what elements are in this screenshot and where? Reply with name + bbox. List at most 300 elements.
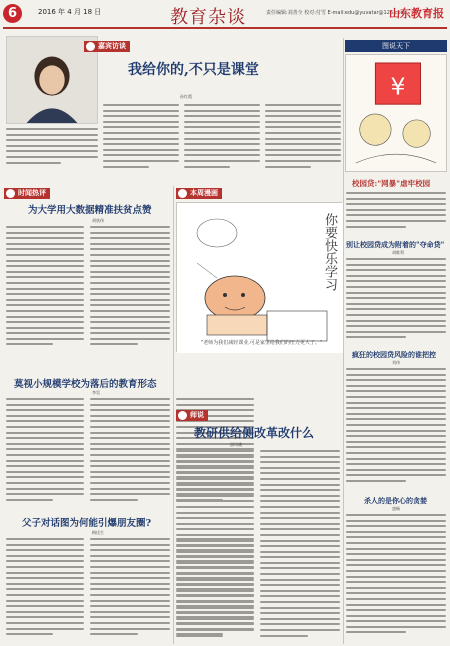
text-line [6, 583, 84, 585]
text-line [90, 248, 170, 250]
text-line [176, 528, 254, 530]
text-line [176, 443, 254, 445]
text-line [90, 288, 170, 290]
text-line [90, 488, 170, 490]
header-rule [3, 27, 447, 29]
text-line [90, 282, 170, 284]
text-line [90, 260, 170, 262]
text-line [346, 514, 446, 516]
text-line [346, 396, 446, 398]
text-line [6, 409, 84, 411]
text-line [176, 545, 254, 547]
text-line [6, 332, 84, 334]
text-line [260, 573, 340, 575]
text-line [6, 248, 84, 250]
text-line [90, 616, 170, 618]
article-3-headline: 父子对话图为何能引爆朋友圈? [22, 518, 152, 529]
text-line [6, 265, 84, 267]
text-line [6, 404, 84, 406]
text-line [265, 104, 341, 106]
text-line [265, 115, 341, 117]
column-divider [343, 38, 344, 644]
text-line [103, 126, 179, 128]
text-line [90, 622, 170, 624]
text-line [6, 460, 84, 462]
text-line [346, 314, 446, 316]
svg-text:¥: ¥ [390, 72, 406, 101]
text-line [90, 600, 170, 602]
text-line [184, 121, 260, 123]
text-line [6, 572, 84, 574]
text-line [265, 143, 341, 145]
sidebar-illustration [345, 54, 447, 172]
text-line [346, 446, 446, 448]
article-2-byline: 李昊 [92, 390, 100, 395]
text-line [90, 327, 170, 329]
text-line [90, 544, 170, 546]
text-line [90, 243, 170, 245]
text-line [176, 478, 254, 480]
text-line [176, 612, 254, 614]
column-title: 教育杂谈 [170, 7, 246, 28]
text-line [90, 254, 170, 256]
section-label-expert [84, 41, 130, 52]
page-number: 6 [3, 4, 22, 23]
text-line [90, 338, 170, 340]
text-line [176, 456, 254, 458]
text-line [184, 110, 260, 112]
text-line [90, 493, 170, 495]
text-line [176, 590, 254, 592]
text-line [265, 149, 341, 151]
text-line [346, 542, 446, 544]
text-line [6, 549, 84, 551]
sidebar-article-4-text [346, 514, 446, 642]
text-line [6, 633, 53, 635]
article-3-text-col-1 [6, 538, 84, 642]
text-line [6, 299, 84, 301]
article-3-text-col-2 [90, 538, 170, 642]
text-line [90, 310, 170, 312]
text-line [184, 132, 260, 134]
text-line [260, 601, 340, 603]
text-line [6, 622, 84, 624]
sidebar-article-1-headline: 校园贷:"网暴"虐牢校园 [352, 179, 431, 188]
text-line [260, 478, 340, 480]
text-line [260, 472, 340, 474]
text-line [103, 115, 179, 117]
cartoon-calligraphy: 你要快乐学习 [322, 213, 337, 291]
text-line [176, 567, 254, 569]
cartoon-caption: "老师为我们减轻课业,可是家里给我们的压力更大了。" [201, 340, 323, 346]
text-line [346, 430, 446, 432]
text-line [6, 628, 84, 630]
text-line [103, 110, 179, 112]
text-line [346, 570, 446, 572]
text-line [90, 611, 170, 613]
text-line [103, 138, 179, 140]
text-line [260, 484, 340, 486]
text-line [184, 149, 260, 151]
editor-credits: 责任编辑:刘善全 校对:付雪 E-mail:edu@yuvatar@126.com [266, 10, 406, 16]
text-line [184, 126, 260, 128]
text-line [184, 104, 260, 106]
sidebar-article-3-byline: 刘伟 [392, 360, 400, 365]
article-1-byline: 胡欣伟 [92, 218, 104, 223]
text-line [346, 320, 446, 322]
text-line [90, 471, 170, 473]
text-line [265, 126, 341, 128]
text-line [346, 379, 446, 381]
text-line [90, 577, 170, 579]
text-line [176, 472, 254, 474]
text-line [346, 609, 446, 611]
text-line [346, 220, 446, 222]
sidebar-article-3-headline: 疯狂的校园贷风险的谁把控 [352, 350, 436, 359]
text-line [103, 166, 149, 168]
text-line [176, 623, 254, 625]
text-line [6, 162, 61, 164]
text-line [176, 635, 223, 637]
text-line [90, 426, 170, 428]
sidebar-header: 图说天下 [345, 40, 447, 52]
text-line [346, 308, 446, 310]
text-line [90, 226, 170, 228]
text-line [260, 618, 340, 620]
text-line [6, 577, 84, 579]
text-line [346, 192, 446, 194]
lead-text-intro [6, 128, 98, 170]
text-line [6, 544, 84, 546]
text-line [265, 121, 341, 123]
article-1-headline: 为大学用大数据精准扶贫点赞 [28, 205, 152, 216]
text-line [260, 450, 340, 452]
text-line [90, 316, 170, 318]
text-line [346, 336, 406, 338]
text-line [176, 551, 254, 553]
text-line [176, 584, 254, 586]
text-line [260, 467, 340, 469]
lead-headline: 我给你的,不只是课堂 [128, 62, 259, 78]
text-line [346, 604, 446, 606]
text-line [6, 271, 84, 273]
text-line [346, 620, 446, 622]
text-line [176, 484, 254, 486]
text-line [6, 420, 84, 422]
text-line [260, 540, 340, 542]
text-line [260, 629, 340, 631]
text-line [90, 628, 170, 630]
text-line [260, 534, 340, 536]
text-line [90, 432, 170, 434]
text-line [6, 437, 84, 439]
text-line [260, 579, 340, 581]
text-line [90, 409, 170, 411]
money-cartoon-image [346, 55, 446, 171]
text-line [184, 115, 260, 117]
text-line [346, 615, 446, 617]
text-line [176, 495, 254, 497]
text-line [260, 556, 340, 558]
text-line [184, 166, 230, 168]
lead-text-col-1 [103, 104, 179, 174]
text-line [260, 623, 340, 625]
text-line [176, 506, 254, 508]
text-line [260, 456, 340, 458]
text-line [103, 149, 179, 151]
text-line [90, 460, 170, 462]
text-line [346, 559, 446, 561]
section-label-right [176, 410, 208, 421]
text-line [6, 471, 84, 473]
sidebar-article-4-headline: 杀人的是你心的贪婪 [364, 496, 427, 505]
text-line [6, 282, 84, 284]
text-line [260, 523, 340, 525]
text-line [346, 209, 446, 211]
text-line [6, 343, 53, 345]
text-line [6, 499, 53, 501]
text-line [176, 601, 254, 603]
text-line [265, 138, 341, 140]
text-line [90, 332, 170, 334]
text-line [6, 476, 84, 478]
article-1-text-col-2 [90, 226, 170, 354]
text-line [6, 226, 84, 228]
text-line [103, 143, 179, 145]
text-line [6, 150, 98, 152]
article-2-text-col-1 [6, 398, 84, 508]
text-line [90, 605, 170, 607]
text-line [90, 572, 170, 574]
text-line [103, 154, 179, 156]
text-line [346, 553, 446, 555]
text-line [260, 489, 340, 491]
text-line [6, 566, 84, 568]
text-line [6, 293, 84, 295]
text-line [346, 331, 446, 333]
text-line [346, 587, 446, 589]
text-line [6, 448, 84, 450]
article-2-text-col-2 [90, 398, 170, 508]
sidebar-article-2-text [346, 258, 446, 344]
cartoon-frame [176, 202, 342, 352]
text-line [346, 576, 446, 578]
section-label-text: 师说 [190, 411, 204, 419]
text-line [346, 292, 446, 294]
text-line [260, 607, 340, 609]
text-line [346, 402, 446, 404]
text-line [346, 368, 446, 370]
text-line [346, 198, 446, 200]
text-line [90, 465, 170, 467]
text-line [6, 134, 98, 136]
text-line [6, 237, 84, 239]
text-line [346, 525, 446, 527]
text-line [260, 567, 340, 569]
text-line [6, 260, 84, 262]
text-line [6, 600, 84, 602]
text-line [90, 271, 170, 273]
article-4-text-col-2 [260, 450, 340, 642]
text-line [260, 512, 340, 514]
text-line [90, 232, 170, 234]
text-line [260, 562, 340, 564]
text-line [346, 226, 406, 228]
text-line [90, 476, 170, 478]
column-divider [173, 186, 174, 644]
text-line [6, 338, 84, 340]
text-line [90, 633, 138, 635]
text-line [346, 269, 446, 271]
text-line [346, 592, 446, 594]
text-line [6, 145, 98, 147]
text-line [90, 265, 170, 267]
sidebar-article-3-text [346, 368, 446, 488]
section-label-cartoon [176, 188, 222, 199]
issue-date: 2016 年 4 月 18 日 [38, 8, 102, 16]
text-line [265, 132, 341, 134]
text-line [176, 404, 254, 406]
text-line [346, 520, 446, 522]
text-line [90, 293, 170, 295]
text-line [176, 579, 254, 581]
text-line [346, 474, 446, 476]
text-line [346, 264, 446, 266]
text-line [346, 390, 446, 392]
text-line [103, 160, 179, 162]
text-line [90, 415, 170, 417]
text-line [90, 482, 170, 484]
text-line [90, 321, 170, 323]
text-line [176, 512, 254, 514]
sidebar-article-2-headline: 别让校园贷成为附着的"夺命贷" [346, 240, 445, 249]
text-line [6, 443, 84, 445]
text-line [6, 232, 84, 234]
text-line [176, 595, 254, 597]
text-line [90, 555, 170, 557]
text-line [90, 454, 170, 456]
text-line [260, 500, 340, 502]
text-line [6, 454, 84, 456]
text-line [346, 385, 446, 387]
text-line [90, 404, 170, 406]
text-line [260, 528, 340, 530]
text-line [6, 156, 98, 158]
text-line [6, 588, 84, 590]
text-line [176, 618, 254, 620]
text-line [6, 560, 84, 562]
text-line [346, 203, 446, 205]
page-header [0, 0, 450, 40]
text-line [176, 489, 254, 491]
text-line [6, 310, 84, 312]
section-label-text: 时闻热评 [18, 189, 46, 197]
text-line [6, 482, 84, 484]
text-line [346, 564, 446, 566]
text-line [260, 612, 340, 614]
text-line [176, 562, 254, 564]
text-line [103, 121, 179, 123]
text-line [176, 607, 254, 609]
text-line [6, 611, 84, 613]
text-line [6, 616, 84, 618]
text-line [90, 437, 170, 439]
text-line [6, 254, 84, 256]
sidebar-article-1-text [346, 192, 446, 234]
text-line [6, 139, 98, 141]
text-line [103, 132, 179, 134]
text-line [6, 538, 84, 540]
text-line [184, 143, 260, 145]
text-line [90, 343, 138, 345]
text-line [176, 556, 254, 558]
text-line [176, 467, 254, 469]
text-line [176, 540, 254, 542]
text-line [6, 276, 84, 278]
text-line [346, 413, 446, 415]
text-line [90, 566, 170, 568]
text-line [90, 420, 170, 422]
text-line [346, 407, 446, 409]
text-line [265, 166, 311, 168]
article-4-text-col-1 [176, 450, 254, 642]
text-line [90, 594, 170, 596]
text-line [346, 286, 446, 288]
text-line [346, 452, 446, 454]
article-4-headline: 教研供给侧改革改什么 [194, 426, 315, 440]
text-line [260, 635, 308, 637]
text-line [346, 458, 446, 460]
text-line [6, 605, 84, 607]
text-line [346, 374, 446, 376]
text-line [260, 584, 340, 586]
text-line [176, 523, 254, 525]
text-line [6, 288, 84, 290]
text-line [265, 110, 341, 112]
text-line [6, 432, 84, 434]
text-line [176, 534, 254, 536]
text-line [346, 480, 406, 482]
sidebar-article-4-byline: 盛畅 [392, 506, 400, 511]
text-line [346, 469, 446, 471]
text-line [176, 450, 254, 452]
text-line [90, 304, 170, 306]
text-line [6, 321, 84, 323]
text-line [90, 588, 170, 590]
text-line [265, 160, 341, 162]
text-line [90, 443, 170, 445]
text-line [176, 629, 254, 631]
text-line [176, 461, 254, 463]
text-line [6, 128, 98, 130]
text-line [6, 493, 84, 495]
text-line [90, 538, 170, 540]
text-line [6, 398, 84, 400]
text-line [346, 325, 446, 327]
text-line [346, 463, 446, 465]
text-line [6, 488, 84, 490]
text-line [346, 214, 446, 216]
text-line [90, 560, 170, 562]
text-line [6, 555, 84, 557]
text-line [6, 316, 84, 318]
text-line [90, 499, 138, 501]
text-line [346, 598, 446, 600]
article-1-text-col-1 [6, 226, 84, 354]
paper-logo: 山东教育报 [389, 7, 444, 20]
text-line [103, 104, 179, 106]
text-line [260, 590, 340, 592]
